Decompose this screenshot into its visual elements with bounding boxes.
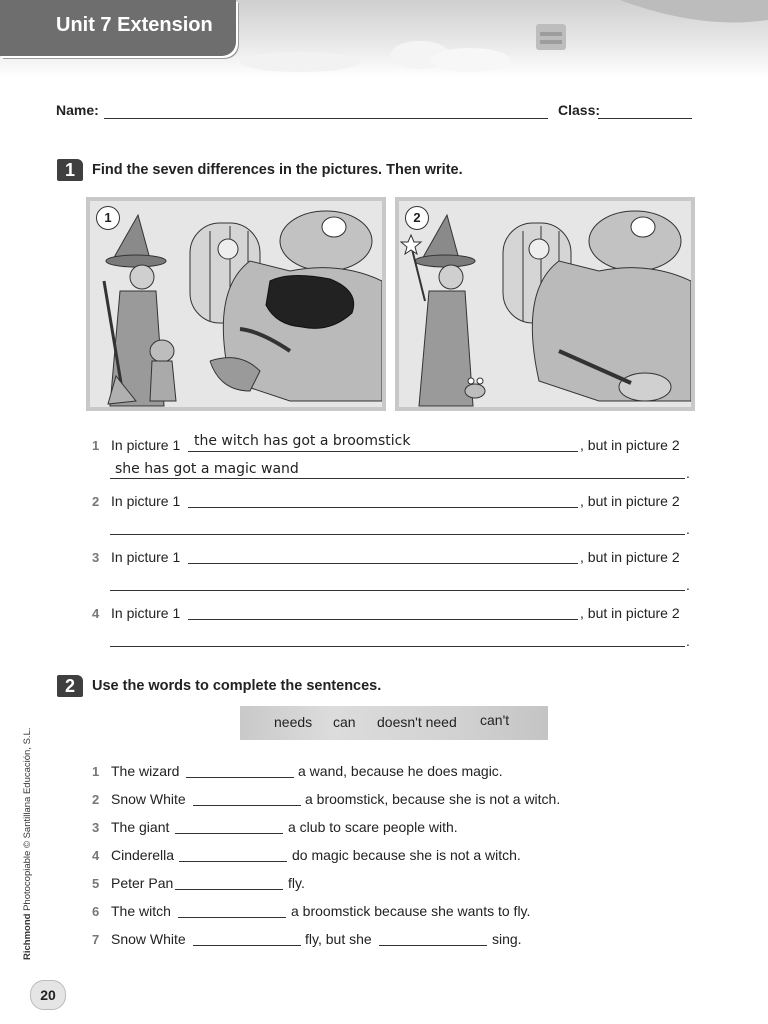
item-1-middle: , but in picture 2 (580, 437, 680, 453)
sentence-1-blank[interactable] (186, 777, 294, 778)
sentence-4-blank[interactable] (179, 861, 287, 862)
page-number: 20 (30, 980, 66, 1010)
item-1-end: . (686, 465, 690, 481)
sentence-5-number: 5 (92, 876, 100, 891)
item-2-blank-2[interactable] (110, 534, 685, 535)
picture-1-illustration (90, 201, 382, 407)
sentence-7-start: Snow White (111, 931, 186, 947)
picture-1-label: 1 (96, 206, 120, 230)
item-3-number: 3 (92, 550, 100, 565)
sentence-3-start: The giant (111, 819, 170, 835)
sentence-5-start: Peter Pan (111, 875, 174, 891)
sentence-7-number: 7 (92, 932, 100, 947)
word-needs: needs (274, 714, 313, 730)
word-can: can (333, 714, 356, 730)
credit-text: Photocopiable © Santillana Educación, S.L. (22, 727, 33, 911)
exercise-1-number: 1 (57, 159, 83, 181)
picture-2-label: 2 (405, 206, 429, 230)
item-2-middle: , but in picture 2 (580, 493, 680, 509)
sentence-5-blank[interactable] (175, 889, 283, 890)
item-3-end: . (686, 577, 690, 593)
sentence-3-blank[interactable] (175, 833, 283, 834)
sentence-6-blank[interactable] (178, 917, 286, 918)
picture-2-illustration (399, 201, 691, 407)
exercise-1-instruction: Find the seven differences in the pictures. Then write. (92, 162, 463, 178)
item-1-answer-1: the witch has got a broomstick (194, 433, 411, 449)
unit-title: Unit 7 Extension (56, 14, 213, 36)
item-4-number: 4 (92, 606, 100, 621)
sentence-3-number: 3 (92, 820, 100, 835)
picture-2 (395, 197, 695, 411)
sentence-4-number: 4 (92, 848, 100, 863)
sentence-4-end: do magic because she is not a witch. (292, 847, 521, 863)
sentence-5-end: fly. (288, 875, 305, 891)
name-field[interactable] (104, 118, 548, 119)
exercise-2-number: 2 (57, 675, 83, 697)
item-1-answer-2: she has got a magic wand (115, 461, 299, 477)
sentence-2-number: 2 (92, 792, 100, 807)
item-3-blank-2[interactable] (110, 590, 685, 591)
sentence-1-start: The wizard (111, 763, 180, 779)
name-label: Name: (56, 102, 99, 118)
sentence-2-blank[interactable] (193, 805, 301, 806)
exercise-2-instruction: Use the words to complete the sentences. (92, 678, 382, 694)
sentence-2-start: Snow White (111, 791, 186, 807)
sentence-7-blank-2[interactable] (379, 945, 487, 946)
credit-brand: Richmond (22, 913, 33, 960)
sentence-6-number: 6 (92, 904, 100, 919)
item-1-blank-2[interactable] (110, 478, 685, 479)
sentence-4-start: Cinderella (111, 847, 175, 863)
sentence-3-end: a club to scare people with. (288, 819, 458, 835)
item-2-end: . (686, 521, 690, 537)
item-3-blank-1[interactable] (188, 563, 578, 564)
sentence-6-start: The witch (111, 903, 171, 919)
class-label: Class: (558, 102, 601, 118)
picture-1 (86, 197, 386, 411)
item-1-blank-1[interactable] (188, 451, 578, 452)
item-4-prefix: In picture 1 (111, 605, 181, 621)
copyright-credit (22, 728, 33, 961)
sentence-1-end: a wand, because he does magic. (298, 763, 503, 779)
item-2-number: 2 (92, 494, 100, 509)
item-3-middle: , but in picture 2 (580, 549, 680, 565)
item-2-prefix: In picture 1 (111, 493, 181, 509)
item-2-blank-1[interactable] (188, 507, 578, 508)
class-field[interactable] (598, 118, 692, 119)
sentence-7-mid: fly, but she (305, 931, 372, 947)
sentence-7-blank-1[interactable] (193, 945, 301, 946)
item-1-number: 1 (92, 438, 100, 453)
word-doesnt-need: doesn't need (377, 714, 457, 730)
item-3-prefix: In picture 1 (111, 549, 181, 565)
sentence-1-number: 1 (92, 764, 100, 779)
item-1-prefix: In picture 1 (111, 437, 181, 453)
item-4-blank-1[interactable] (188, 619, 578, 620)
sentence-7-end: sing. (492, 931, 522, 947)
item-4-middle: , but in picture 2 (580, 605, 680, 621)
item-4-blank-2[interactable] (110, 646, 685, 647)
word-cant: can't (480, 712, 510, 728)
sentence-2-end: a broomstick, because she is not a witch. (305, 791, 561, 807)
sentence-6-end: a broomstick because she wants to fly. (291, 903, 531, 919)
item-4-end: . (686, 633, 690, 649)
